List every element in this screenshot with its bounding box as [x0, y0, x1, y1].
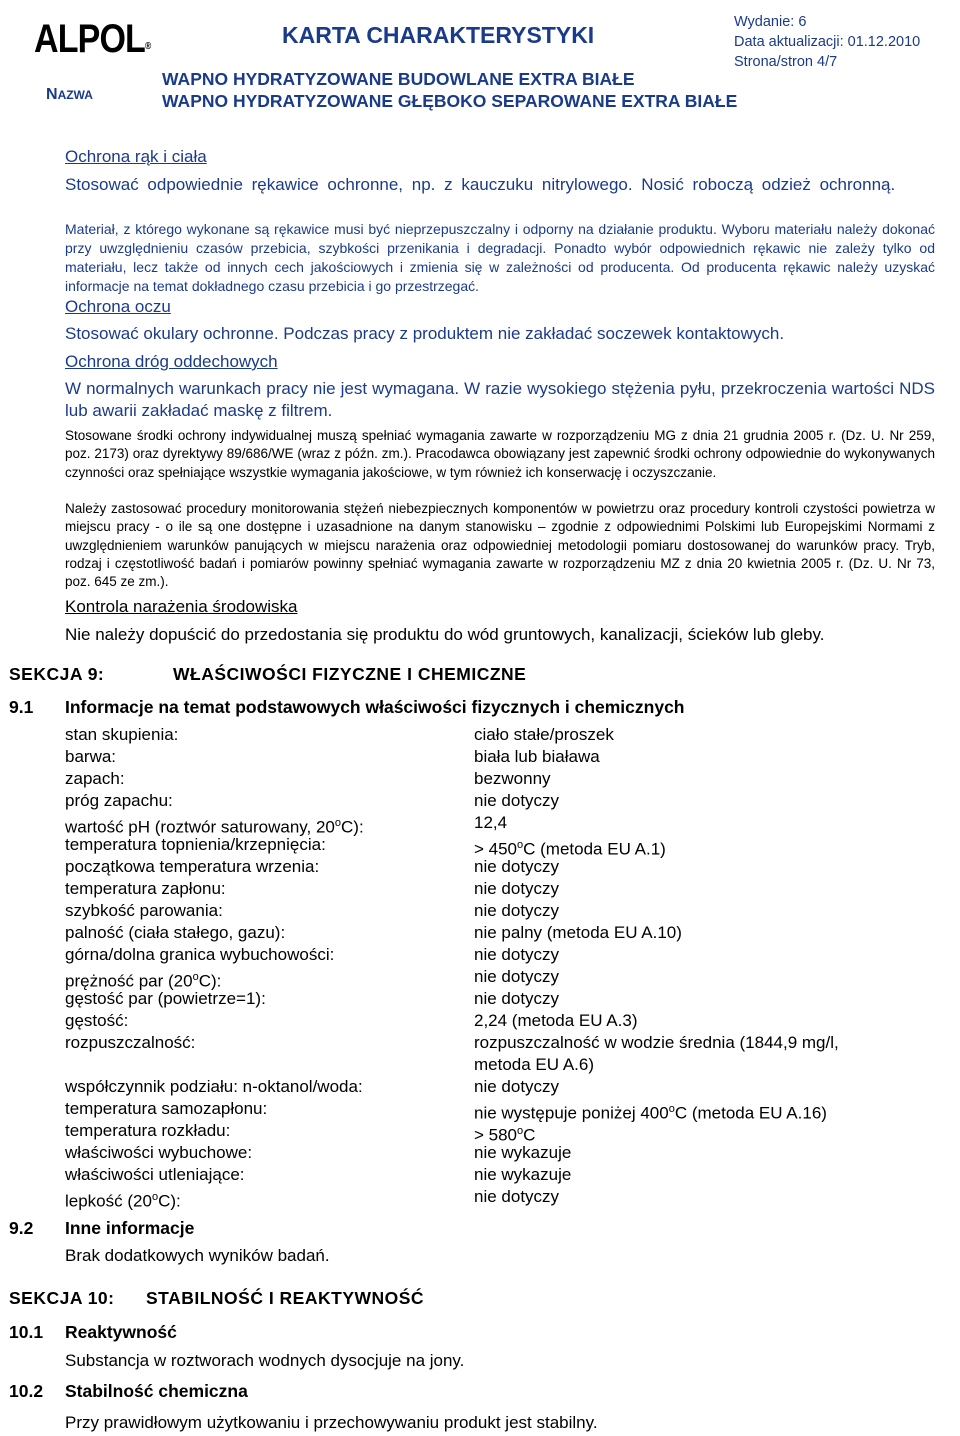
respiratory-protection-heading: Ochrona dróg oddechowych [65, 352, 278, 371]
property-row [65, 1120, 945, 1145]
property-row [65, 1010, 945, 1032]
property-value: > $450^oC$ (metoda EU A.1) [474, 839, 666, 859]
property-name: stan skupienia: [65, 725, 179, 744]
hands-protection-heading: Ochrona rąk i ciała [65, 147, 207, 166]
properties-list [65, 724, 945, 1211]
property-value: > $580^oC$ [474, 1125, 536, 1145]
property-name: gęstość par (powietrze=1): [65, 989, 266, 1008]
property-row [65, 1032, 945, 1076]
subsection-9-2-text: Brak dodatkowych wyników badań. [65, 1246, 330, 1265]
property-value: nie występuje poniżej 400$^o$C (metoda EU A.16) [474, 1103, 827, 1123]
document-header [14, 8, 954, 122]
property-name: lepkość (20$^o$C): [65, 1191, 181, 1211]
subsection-10-2-text: Przy prawidłowym użytkowaniu i przechowywaniu produkt jest stabilny. [65, 1413, 598, 1432]
property-name: barwa: [65, 747, 117, 766]
property-value: nie dotyczy [474, 945, 560, 964]
property-value: nie wykazuje [474, 1165, 572, 1184]
page-number: Strona/stron 4/7 [734, 54, 838, 70]
property-row [65, 1186, 945, 1211]
property-value: biała lub biaława [474, 747, 600, 766]
property-row [65, 1076, 945, 1098]
property-value: nie dotyczy [474, 879, 560, 898]
subsection-10-2-title: Stabilność chemiczna [65, 1381, 248, 1401]
subsection-9-1-title: Informacje na temat podstawowych właściwości fizycznych i chemicznych [65, 697, 685, 717]
property-row [65, 900, 945, 922]
property-row [65, 988, 945, 1010]
property-name: współczynnik podziału: n-oktanol/woda: [65, 1077, 363, 1096]
property-name: rozpuszczalność: [65, 1033, 196, 1052]
subsection-10-1-text: Substancja w roztworach wodnych dysocjuje na jony. [65, 1351, 465, 1370]
property-value: nie dotyczy [474, 1187, 560, 1206]
property-row [65, 878, 945, 900]
name-label [46, 86, 93, 104]
property-value: 12,4 [474, 813, 508, 832]
property-name: szybkość parowania: [65, 901, 223, 920]
logo-registered-mark: ® [144, 41, 151, 52]
product-line-1: WAPNO HYDRATYZOWANE BUDOWLANE EXTRA BIAŁE [162, 69, 635, 89]
property-value: nie dotyczy [474, 967, 560, 986]
property-value: nie dotyczy [474, 901, 560, 920]
property-row [65, 966, 945, 991]
subsection-9-2-number: 9.2 [9, 1218, 34, 1238]
property-name: właściwości utleniające: [65, 1165, 245, 1184]
property-row [65, 1098, 945, 1123]
property-name: gęstość: [65, 1011, 129, 1030]
property-value: nie dotyczy [474, 791, 560, 810]
property-name: zapach: [65, 769, 125, 788]
property-name: próg zapachu: [65, 791, 173, 810]
property-row [65, 834, 945, 859]
property-row [65, 944, 945, 966]
property-value: nie wykazuje [474, 1143, 572, 1162]
respiratory-protection-text: W normalnych warunkach pracy nie jest wymagana. W razie wysokiego stężenia pyłu, przekroczenia wartości NDS lub awarii zakładać maskę z filtrem. [65, 379, 935, 420]
hands-protection-text: Stosować odpowiednie rękawice ochronne, np. z kauczuku nitrylowego. Nosić roboczą odzież ochronną. [65, 175, 896, 194]
property-row [65, 856, 945, 878]
property-name: temperatura rozkładu: [65, 1121, 231, 1140]
property-name: palność (ciała stałego, gazu): [65, 923, 286, 942]
property-value: nie palny (metoda EU A.10) [474, 923, 682, 942]
product-line-2: WAPNO HYDRATYZOWANE GŁĘBOKO SEPAROWANE EXTRA BIAŁE [162, 91, 738, 111]
property-name: temperatura zapłonu: [65, 879, 226, 898]
property-value: 2,24 (metoda EU A.3) [474, 1011, 638, 1030]
property-row [65, 724, 945, 746]
property-value: nie dotyczy [474, 857, 560, 876]
property-value: bezwonny [474, 769, 551, 788]
property-row [65, 768, 945, 790]
eye-protection-text: Stosować okulary ochronne. Podczas pracy z produktem nie zakładać soczewek kontaktowych. [65, 324, 785, 343]
section-10-label: SEKCJA 10: [9, 1288, 115, 1308]
property-value: nie dotyczy [474, 989, 560, 1008]
property-name: temperatura samozapłonu: [65, 1099, 268, 1118]
subsection-9-2-title: Inne informacje [65, 1218, 195, 1238]
subsection-10-1-title: Reaktywność [65, 1322, 177, 1342]
property-name: temperatura topnienia/krzepnięcia: [65, 835, 326, 854]
section-9-label: SEKCJA 9: [9, 664, 105, 684]
document-title: KARTA CHARAKTERYSTYKI [282, 22, 595, 48]
gloves-text: Materiał, z którego wykonane są rękawice musi być nieprzepuszczalny i odporny na działanie produktu. Wyboru materiału należy dokonać przy uwzględnieniu czasów przebicia, szybkości przenikania i degradacji. Ponadto wybór odpowiednich rękawic nie zależy tylko od materiału, lecz także od innych cech jakościowych i zmienia się w zależności od producenta. Od producenta rękawic należy uzyskać informacje na temat dokładnego czasu przebicia i go przestrzegać. [65, 221, 935, 294]
document-meta [734, 12, 920, 72]
subsection-10-1-number: 10.1 [9, 1322, 44, 1342]
ppe-requirements-text: Stosowane środki ochrony indywidualnej muszą spełniać wymagania zawarte w rozporządzeniu MG z dnia 21 grudnia 2005 r. (Dz. U. Nr 259, poz. 2173) oraz dyrektywy 89/686/WE (wraz z późn. zm.). Pracodawca obowiązany jest zapewnić środki ochrony odpowiednie do wykonywanych czynności oraz spełniające wszystkie wymagania jakościowe, w tym również ich konserwację i oczyszczanie. [65, 428, 935, 480]
property-row [65, 790, 945, 812]
update-date: Data aktualizacji: 01.12.2010 [734, 34, 921, 50]
property-row [65, 1164, 945, 1186]
section-10-title: STABILNOŚĆ I REAKTYWNOŚĆ [146, 1288, 425, 1308]
property-value: nie dotyczy [474, 1077, 560, 1096]
logo-text: ALPOL [34, 17, 145, 61]
edition: Wydanie: 6 [734, 14, 807, 30]
property-value: rozpuszczalność w wodzie średnia (1844,9 mg/l, metoda EU A.6) [474, 1033, 839, 1074]
name-label-rest: AZWA [57, 88, 93, 102]
property-name: wartość pH (roztwór saturowany, 20$^o$C): [65, 817, 364, 837]
property-row [65, 922, 945, 944]
property-name: prężność par (20$^o$C): [65, 971, 222, 991]
property-row [65, 1142, 945, 1164]
environment-exposure-text: Nie należy dopuścić do przedostania się produktu do wód gruntowych, kanalizacji, ścieków lub gleby. [65, 625, 825, 644]
company-logo [34, 14, 151, 64]
name-label-initial: N [46, 86, 58, 103]
property-row [65, 746, 945, 768]
section-9-title: WŁAŚCIWOŚCI FIZYCZNE I CHEMICZNE [173, 664, 527, 684]
property-row [65, 812, 945, 837]
property-name: właściwości wybuchowe: [65, 1143, 253, 1162]
subsection-9-1-number: 9.1 [9, 697, 34, 717]
property-name: górna/dolna granica wybuchowości: [65, 945, 335, 964]
property-name: początkowa temperatura wrzenia: [65, 857, 320, 876]
property-value: ciało stałe/proszek [474, 725, 614, 744]
subsection-10-2-number: 10.2 [9, 1381, 44, 1401]
monitoring-procedures-text: Należy zastosować procedury monitorowania stężeń niebezpiecznych komponentów w powietrzu oraz procedury kontroli czystości powietrza w miejscu pracy - o ile są one dostępne i uzasadnione na danym stanowisku – zgodnie z odpowiednimi Polskimi lub Europejskimi Normami z uwzględnieniem warunków panujących w miejscu narażenia oraz odpowiedniej metodologii pomiaru dostosowanej do warunków pracy. Tryb, rodzaj i częstotliwość badań i pomiarów powinny spełniać wymagania zawarte w rozporządzeniu MZ z dnia 20 kwietnia 2005 r. (Dz. U. Nr 73, poz. 645 ze zm.). [65, 501, 935, 590]
environment-exposure-heading: Kontrola narażenia środowiska [65, 597, 298, 616]
eye-protection-heading: Ochrona oczu [65, 297, 171, 316]
product-name [162, 68, 737, 112]
